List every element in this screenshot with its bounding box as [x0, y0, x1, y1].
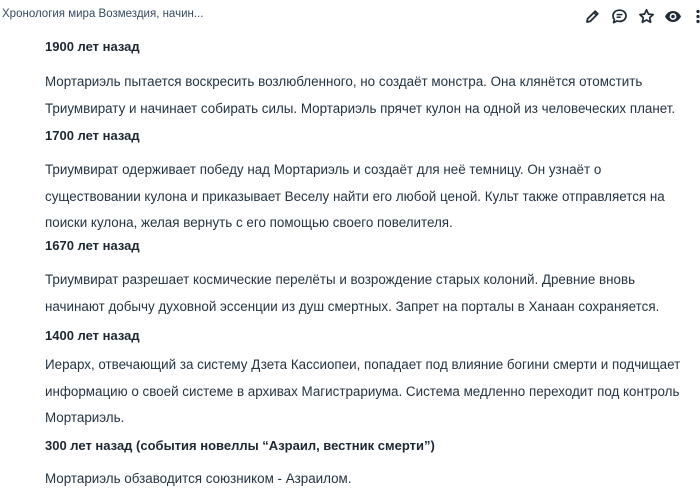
more-button[interactable]: [694, 7, 700, 25]
section-heading: 1400 лет назад: [45, 328, 140, 343]
section-heading: 300 лет назад (события новеллы “Азраил, вестник смерти”): [45, 438, 435, 453]
favorite-button[interactable]: [637, 7, 655, 25]
comment-icon: [611, 8, 628, 25]
section-heading: 1700 лет назад: [45, 128, 140, 143]
document-title: Хронология мира Возмездия, начин...: [2, 8, 204, 20]
section-text: Мортариэль обзаводится союзником - Азраилом.: [45, 471, 352, 486]
section-text: Иерарх, отвечающий за систему Дзета Кассиопеи, попадает под влияние богини смерти и подчищает информацию о своей системе в архивах Магистрариума. Система медленно переходит под контроль Мортариэль.: [45, 357, 681, 425]
section-text: Триумвират разрешает космические перелёты и возрождение старых колоний. Древние вновь начинают добычу духовной эссенции из душ смертных. Запрет на порталы в Ханаан сохраняется.: [45, 272, 660, 314]
edit-button[interactable]: [583, 7, 601, 25]
section-text: Мортариэль пытается воскресить возлюбленного, но создаёт монстра. Она клянётся отомстить Триумвирату и начинает собирать силы. Мортариэль прячет кулон на одной из человеческих планет.: [45, 74, 676, 116]
action-toolbar: [574, 5, 700, 27]
section-heading: 1900 лет назад: [45, 39, 140, 54]
section-text: Триумвират одерживает победу над Мортариэль и создаёт для неё темницу. Он узнаёт о существовании кулона и приказывает Веселу найти его любой ценой. Культ также отправляется на поиски кулона, желая вернуть с его помощью своего повелителя.: [45, 162, 665, 230]
section-heading: 1670 лет назад: [45, 238, 140, 253]
star-icon: [638, 8, 655, 25]
eye-icon: [664, 8, 682, 25]
more-icon: [694, 8, 700, 25]
comments-button[interactable]: [610, 7, 628, 25]
top-toolbar: [0, 0, 700, 31]
view-button[interactable]: [664, 7, 682, 25]
pencil-icon: [584, 8, 601, 25]
